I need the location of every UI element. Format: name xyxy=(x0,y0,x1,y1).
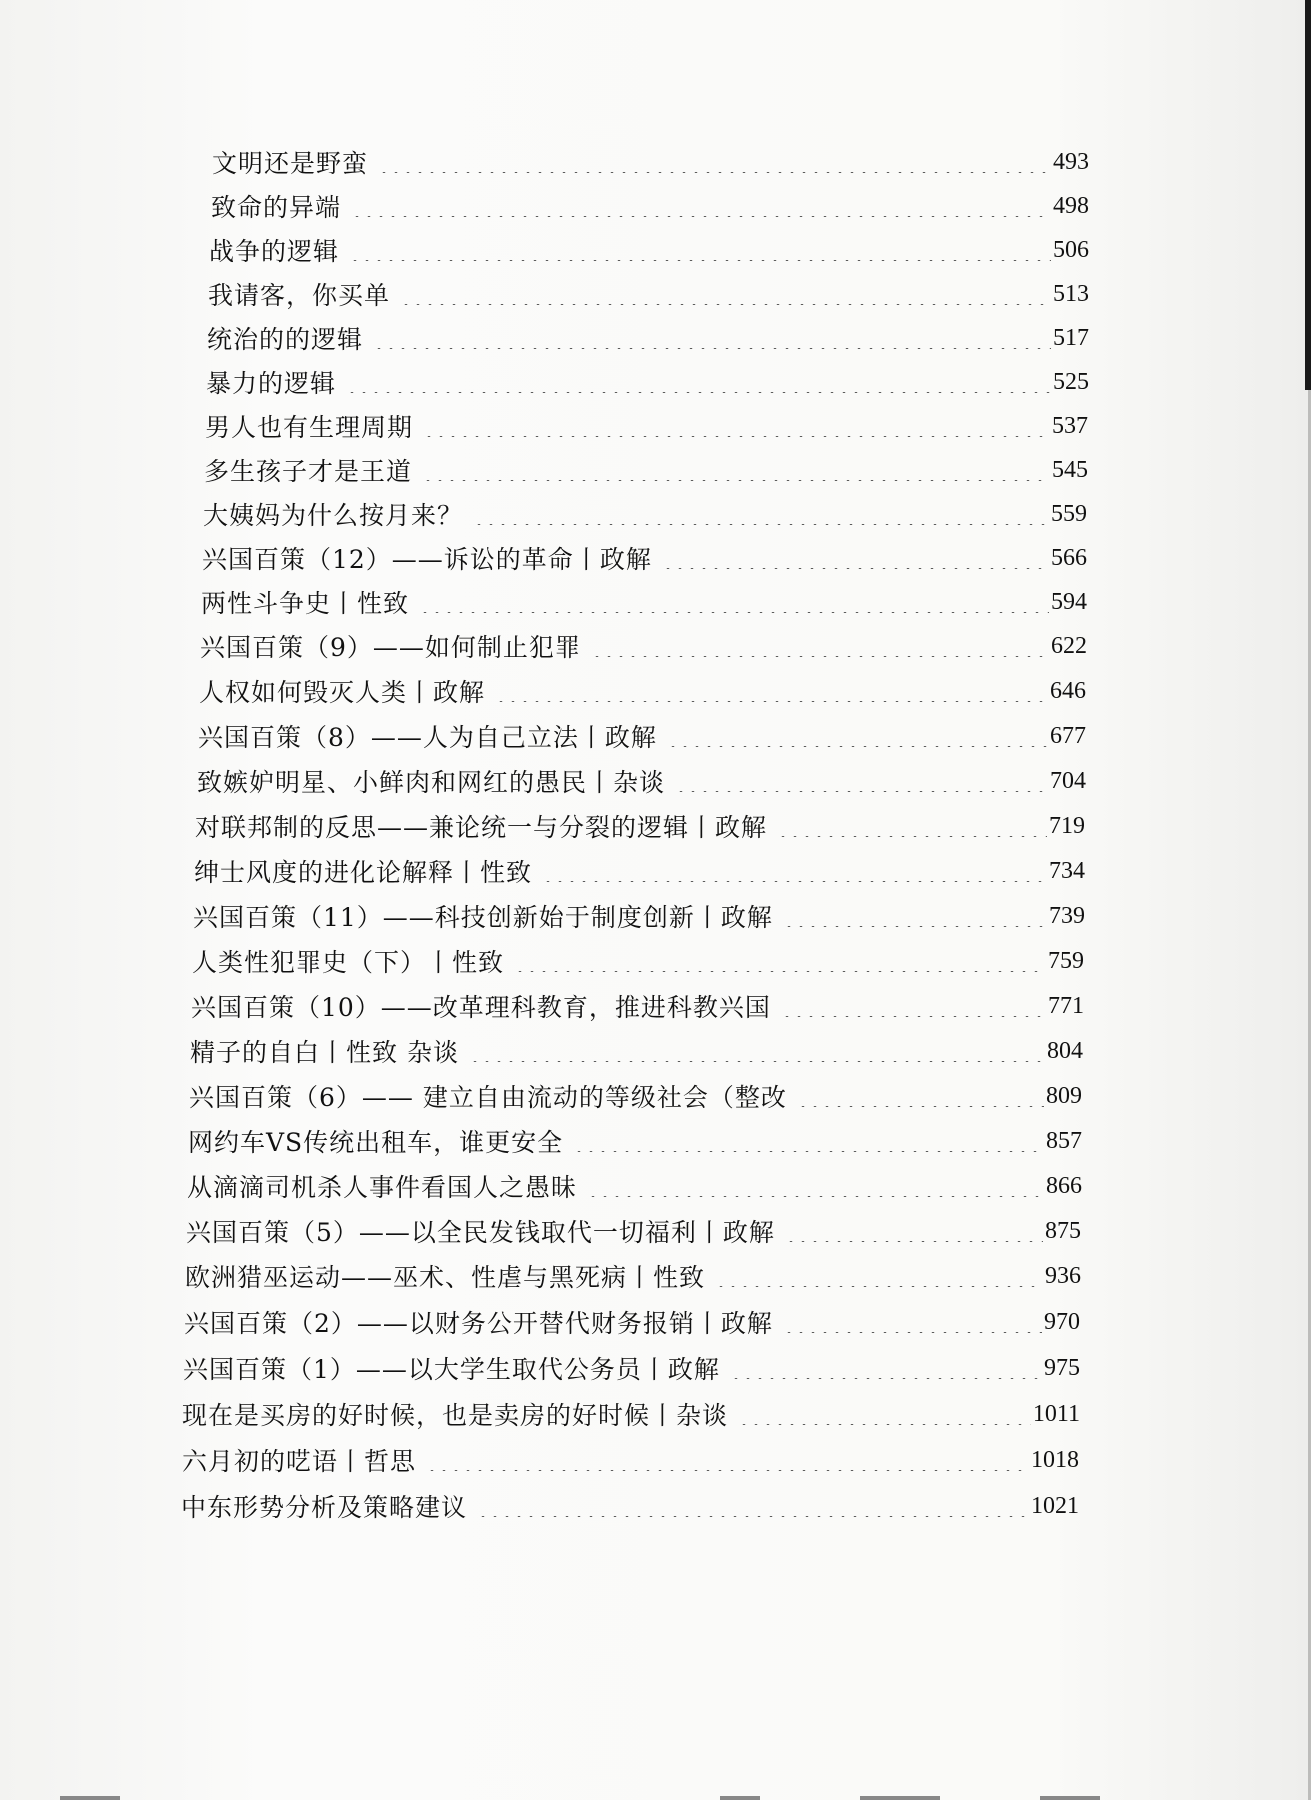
toc-entry-title: 兴国百策（9）——如何制止犯罪 xyxy=(200,633,581,662)
toc-leader-dots xyxy=(423,415,1050,437)
toc-leader-dots xyxy=(591,635,1049,657)
toc-entry xyxy=(191,986,1084,1026)
toc-entry xyxy=(193,896,1085,936)
toc-leader-dots xyxy=(422,459,1050,481)
toc-entry-page: 646 xyxy=(1050,677,1086,704)
toc-entry-title: 兴国百策（12）——诉讼的革命丨政解 xyxy=(202,545,652,574)
scan-mark xyxy=(1040,1796,1100,1800)
toc-entry-title: 从滴滴司机杀人事件看国人之愚昧 xyxy=(187,1173,578,1202)
toc-leader-dots xyxy=(675,770,1048,792)
scan-mark xyxy=(860,1796,940,1800)
toc-entry-page: 739 xyxy=(1049,902,1085,929)
toc-entry-title: 对联邦制的反思——兼论统一与分裂的逻辑丨政解 xyxy=(195,813,768,842)
toc-entry-page: 734 xyxy=(1049,857,1085,884)
toc-entry xyxy=(212,142,1089,182)
toc-entry-title: 文明还是野蛮 xyxy=(212,149,369,178)
toc-entry xyxy=(201,582,1087,622)
toc-leader-dots xyxy=(783,905,1047,927)
toc-entry-page: 498 xyxy=(1053,192,1089,219)
toc-entry xyxy=(205,406,1088,446)
toc-leader-dots xyxy=(777,815,1047,837)
toc-entry-page: 936 xyxy=(1045,1262,1081,1289)
page-edge-shadow xyxy=(1305,0,1311,390)
toc-leader-dots xyxy=(667,725,1048,747)
toc-leader-dots xyxy=(662,547,1049,569)
toc-entry xyxy=(204,450,1088,490)
toc-leader-dots xyxy=(783,1311,1042,1333)
toc-entry-page: 1011 xyxy=(1032,1400,1080,1427)
toc-entry xyxy=(185,1256,1081,1296)
toc-entry-title: 六月初的呓语丨哲思 xyxy=(182,1447,417,1476)
toc-entry-page: 559 xyxy=(1051,500,1087,527)
toc-entry-title: 欧洲猎巫运动——巫术、性虐与黑死病丨性致 xyxy=(185,1263,706,1292)
toc-entry-title: 中东形势分析及策略建议 xyxy=(181,1493,468,1522)
toc-leader-dots xyxy=(373,327,1051,349)
toc-entry-title: 兴国百策（10）——改革理科教育，推进科教兴国 xyxy=(191,993,771,1022)
toc-entry-title: 现在是买房的好时候，也是卖房的好时候丨杂谈 xyxy=(182,1401,729,1430)
toc-entry xyxy=(182,1394,1080,1434)
toc-leader-dots xyxy=(495,680,1048,702)
toc-entry-page: 537 xyxy=(1052,412,1088,439)
toc-leader-dots xyxy=(587,1175,1044,1197)
toc-entry-title: 大姨妈为什么按月来？ xyxy=(203,501,464,530)
toc-entry-page: 759 xyxy=(1048,947,1084,974)
toc-leader-dots xyxy=(378,151,1051,173)
toc-entry-title: 战争的逻辑 xyxy=(209,237,340,266)
scan-bottom-edge xyxy=(0,1794,1311,1800)
toc-entry-title: 兴国百策（2）——以财务公开替代财务报销丨政解 xyxy=(184,1309,773,1338)
scan-mark xyxy=(60,1796,120,1800)
toc-entry xyxy=(182,1440,1079,1480)
toc-entry xyxy=(186,1211,1081,1251)
toc-entry-title: 人类性犯罪史（下）丨性致 xyxy=(192,948,505,977)
toc-entry-title: 多生孩子才是王道 xyxy=(204,457,413,486)
toc-entry xyxy=(198,716,1086,756)
toc-entry xyxy=(203,494,1087,534)
toc-entry xyxy=(199,671,1086,711)
toc-leader-dots xyxy=(419,591,1049,613)
toc-entry xyxy=(211,186,1089,226)
toc-entry xyxy=(183,1348,1080,1388)
toc-entry-title: 我请客，你买单 xyxy=(208,281,391,310)
toc-entry xyxy=(209,230,1089,270)
toc-leader-dots xyxy=(797,1085,1044,1107)
toc-entry xyxy=(202,538,1087,578)
toc-entry-title: 两性斗争史丨性致 xyxy=(201,589,410,618)
toc-leader-dots xyxy=(349,239,1051,261)
toc-entry-title: 人权如何毁灭人类丨政解 xyxy=(199,678,486,707)
scan-mark xyxy=(720,1796,760,1800)
toc-entry xyxy=(184,1302,1080,1342)
toc-entry-page: 545 xyxy=(1052,456,1088,483)
toc-entry-title: 兴国百策（8）——人为自己立法丨政解 xyxy=(198,723,657,752)
toc-entry-page: 493 xyxy=(1053,148,1089,175)
toc-entry-title: 兴国百策（11）——科技创新始于制度创新丨政解 xyxy=(193,903,773,932)
toc-entry xyxy=(197,761,1086,801)
toc-leader-dots xyxy=(730,1357,1042,1379)
toc-leader-dots xyxy=(785,1220,1043,1242)
toc-entry-page: 704 xyxy=(1050,767,1086,794)
toc-leader-dots xyxy=(400,283,1051,305)
toc-entry-page: 677 xyxy=(1050,722,1086,749)
toc-entry-page: 566 xyxy=(1051,544,1087,571)
toc-entry-title: 兴国百策（6）—— 建立自由流动的等级社会（整改 xyxy=(189,1083,787,1112)
toc-entry-title: 绅士风度的进化论解释丨性致 xyxy=(194,858,533,887)
toc-entry xyxy=(195,806,1085,846)
toc-entry xyxy=(189,1076,1082,1116)
toc-entry-title: 兴国百策（5）——以全民发钱取代一切福利丨政解 xyxy=(186,1218,775,1247)
toc-entry-title: 暴力的逻辑 xyxy=(206,369,337,398)
toc-entry xyxy=(190,1031,1083,1071)
toc-entry xyxy=(187,1166,1082,1206)
toc-entry-page: 970 xyxy=(1044,1308,1080,1335)
toc-entry xyxy=(208,274,1089,314)
toc-entry-page: 1018 xyxy=(1031,1446,1079,1473)
toc-entry-title: 男人也有生理周期 xyxy=(205,413,414,442)
toc-entry-page: 719 xyxy=(1049,812,1085,839)
toc-entry-page: 804 xyxy=(1047,1037,1083,1064)
toc-entry-page: 1021 xyxy=(1031,1492,1079,1519)
toc-entry-page: 771 xyxy=(1048,992,1084,1019)
toc-entry xyxy=(188,1121,1082,1161)
toc-entry-title: 致命的异端 xyxy=(211,193,342,222)
toc-entry-page: 809 xyxy=(1046,1082,1082,1109)
toc-entry-title: 统治的的逻辑 xyxy=(207,325,364,354)
toc-entry-page: 857 xyxy=(1046,1127,1082,1154)
toc-entry xyxy=(206,362,1089,402)
toc-entry xyxy=(192,941,1084,981)
toc-entry-title: 兴国百策（1）——以大学生取代公务员丨政解 xyxy=(183,1355,720,1384)
toc-leader-dots xyxy=(426,1449,1029,1471)
toc-entry-page: 517 xyxy=(1053,324,1089,351)
toc-leader-dots xyxy=(573,1130,1044,1152)
toc-entry-title: 致嫉妒明星、小鲜肉和网红的愚民丨杂谈 xyxy=(197,768,666,797)
toc-entry-page: 975 xyxy=(1044,1354,1080,1381)
toc-leader-dots xyxy=(514,950,1046,972)
toc-entry-title: 精子的自白丨性致 杂谈 xyxy=(190,1038,459,1067)
toc-leader-dots xyxy=(715,1265,1043,1287)
toc-leader-dots xyxy=(351,195,1051,217)
toc-leader-dots xyxy=(469,1040,1045,1062)
toc-entry xyxy=(181,1486,1079,1526)
toc-entry xyxy=(200,626,1087,666)
toc-entry xyxy=(207,318,1089,358)
toc-entry-page: 622 xyxy=(1051,632,1087,659)
toc-entry xyxy=(194,851,1085,891)
toc-entry-page: 506 xyxy=(1053,236,1089,263)
toc-leader-dots xyxy=(477,1495,1029,1517)
toc-entry-title: 网约车VS传统出租车，谁更安全 xyxy=(188,1128,564,1157)
toc-entry-page: 594 xyxy=(1051,588,1087,615)
toc-entry-page: 875 xyxy=(1045,1217,1081,1244)
toc-entry-page: 866 xyxy=(1046,1172,1082,1199)
toc-leader-dots xyxy=(473,503,1049,525)
toc-leader-dots xyxy=(781,995,1046,1017)
toc-leader-dots xyxy=(542,860,1047,882)
toc-entry-page: 525 xyxy=(1053,368,1089,395)
toc-entry-page: 513 xyxy=(1053,280,1089,307)
toc-leader-dots xyxy=(346,371,1051,393)
toc-leader-dots xyxy=(738,1403,1031,1425)
